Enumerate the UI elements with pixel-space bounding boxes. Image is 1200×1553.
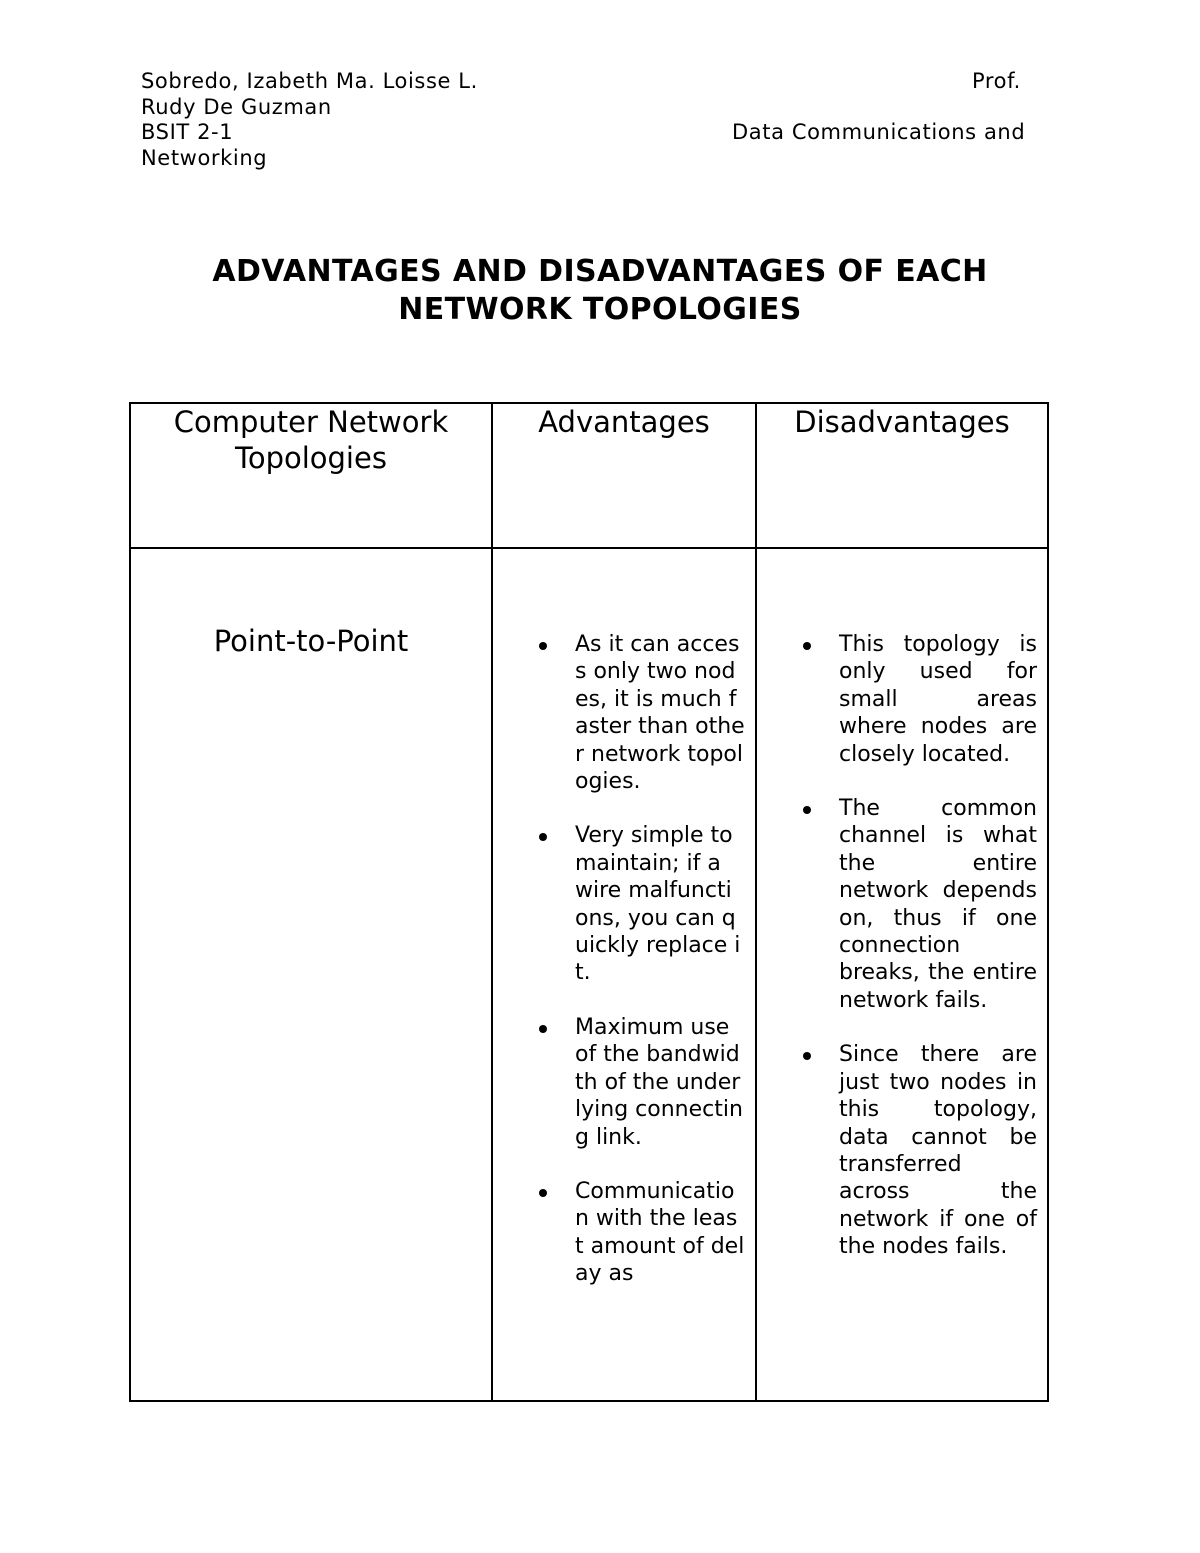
student-name: Sobredo, Izabeth Ma. Loisse L.	[141, 69, 478, 93]
table-row	[130, 548, 1048, 1401]
bullet-icon	[539, 1025, 547, 1033]
bullet-icon	[803, 1052, 811, 1060]
topology-cell	[130, 548, 492, 1401]
list-item	[757, 1041, 1047, 1260]
header-topologies-label: Computer Network Topologies	[173, 405, 449, 475]
list-item	[493, 822, 755, 986]
bullet-icon	[803, 642, 811, 650]
bullet-icon	[803, 806, 811, 814]
list-item	[757, 631, 1047, 768]
topology-table	[129, 402, 1049, 1402]
header-disadvantages-label: Disadvantages	[794, 405, 1010, 439]
course-title: Data Communications and	[732, 120, 1026, 144]
list-item	[493, 1014, 755, 1151]
bullet-icon	[539, 642, 547, 650]
header-topologies	[130, 403, 492, 548]
advantage-text: Very simple to maintain; if a wire malfunctions, you can quickly replace it.	[575, 823, 741, 986]
bullet-icon	[539, 1189, 547, 1197]
header-advantages	[492, 403, 756, 548]
advantages-cell	[492, 548, 756, 1401]
disadvantage-text: Since there are just two nodes in this topology, data cannot be transferred across the network if one of the nodes fails.	[839, 1042, 1037, 1260]
header-disadvantages	[756, 403, 1048, 548]
section: BSIT 2-1	[141, 120, 234, 144]
disadvantages-list	[757, 631, 1047, 1261]
list-item	[493, 1178, 755, 1288]
course-title-continued: Networking	[141, 146, 268, 170]
page-title: ADVANTAGES AND DISADVANTAGES OF EACH	[212, 254, 988, 289]
page-title-line2: NETWORK TOPOLOGIES	[398, 292, 802, 327]
advantage-text: As it can access only two nodes, it is much faster than other network topologies.	[575, 632, 745, 795]
table-header-row	[130, 403, 1048, 548]
disadvantage-text: The common channel is what the entire network depends on, thus if one connection breaks, the entire network fails.	[839, 796, 1037, 1013]
advantage-text: Maximum use of the bandwidth of the underlying connecting link.	[575, 1014, 743, 1150]
bullet-icon	[539, 833, 547, 841]
prof-label: Prof.	[972, 69, 1021, 93]
list-item	[757, 795, 1047, 1014]
disadvantage-text: This topology is only used for small areas where nodes are closely located.	[839, 632, 1037, 767]
prof-name: Rudy De Guzman	[141, 95, 332, 119]
header-advantages-label: Advantages	[538, 405, 710, 439]
disadvantages-cell	[756, 548, 1048, 1401]
topology-name: Point-to-Point	[213, 624, 409, 658]
advantages-list	[493, 631, 755, 1288]
list-item	[493, 631, 755, 795]
advantage-text: Communication with the least amount of delay as	[575, 1178, 745, 1287]
